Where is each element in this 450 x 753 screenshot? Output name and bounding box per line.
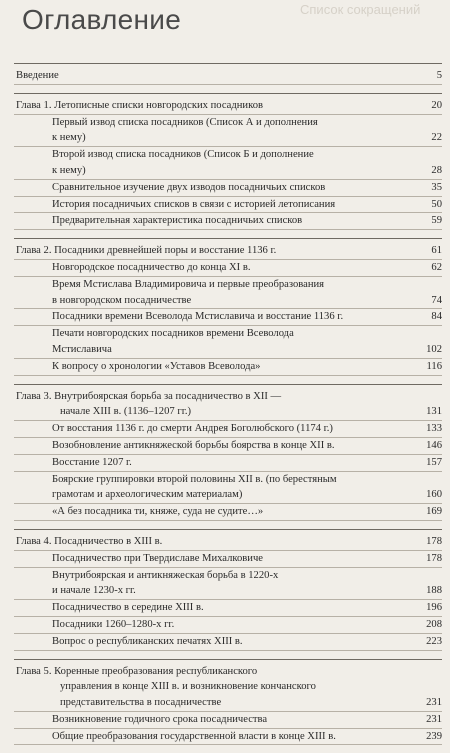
toc-entry-title: Сравнительное изучение двух изводов посадничьих списков (52, 181, 326, 193)
toc-subsection-line (14, 568, 442, 584)
toc-entry-title: Посадники 1260–1280-х гг. (52, 618, 175, 630)
page-title: Оглавление (22, 4, 182, 35)
toc-subsection-line (14, 438, 442, 455)
toc-page-number: 178 (426, 552, 442, 564)
toc-entry-title: управления в конце XIII в. и возникновение кончанского (60, 681, 316, 693)
toc-subsection-line (14, 180, 442, 197)
toc-chapter-line (14, 389, 442, 405)
bleed-through-text: Список сокращений (300, 2, 421, 17)
toc-page-number: 160 (426, 489, 442, 501)
toc-entry-title: к нему) (52, 164, 86, 176)
toc-entry-title: Глава 2. Посадники древнейшей поры и восстание 1136 г. (16, 245, 277, 257)
toc-chapter-line (14, 534, 442, 551)
toc-entry-title: Введение (16, 70, 59, 81)
toc-entry-title: Глава 1. Летописные списки новгородских посадников (16, 99, 263, 111)
toc-subsection-line (14, 504, 442, 521)
toc-subsection-line (14, 342, 442, 359)
toc-subsection-line (14, 213, 442, 230)
toc-entry-title: начале XIII в. (1136–1207 гг.) (60, 406, 192, 418)
toc-entry-title: Первый извод списка посадников (Список А и дополнения (52, 116, 318, 128)
toc-section (14, 63, 442, 85)
toc-subsection-line (14, 147, 442, 163)
toc-subsection-line (14, 729, 442, 746)
toc-entry-title: Возобновление антикняжеской борьбы боярства в конце XII в. (52, 439, 335, 451)
toc-entry-title: Вопрос о республиканских печатях XIII в. (52, 635, 243, 647)
toc-subsection-line (14, 421, 442, 438)
toc-chapter-line (14, 695, 442, 712)
toc-entry-title: к нему) (52, 132, 86, 144)
toc-page-number: 5 (436, 70, 442, 81)
toc-page-number: 116 (426, 360, 442, 372)
toc-page-number: 231 (426, 713, 442, 725)
toc-page-number: 74 (431, 294, 442, 306)
toc-subsection-line (14, 293, 442, 310)
toc-page-number: 61 (431, 245, 442, 257)
toc-subsection-line (14, 472, 442, 488)
toc-section (14, 238, 442, 375)
toc-page-number: 231 (426, 697, 442, 709)
toc-page-number: 59 (431, 215, 442, 227)
toc-page-number: 84 (431, 311, 442, 323)
toc-entry-title: грамотам и археологическим материалам) (52, 489, 243, 501)
toc-entry-title: Боярские группировки второй половины XII в. (по берестяным (52, 473, 337, 485)
toc-subsection-line (14, 600, 442, 617)
toc-subsection-line (14, 634, 442, 651)
toc-chapter-line (14, 404, 442, 421)
toc-entry-title: и начале 1230-х гг. (52, 585, 136, 597)
toc-entry-title: Глава 3. Внутрибоярская борьба за посадничество в XII — (16, 390, 282, 402)
toc-chapter-line (14, 679, 442, 695)
toc-entry-title: Время Мстислава Владимировича и первые преобразования (52, 278, 325, 290)
toc-entry-title: в новгородском посадничестве (52, 294, 192, 306)
toc-subsection-line (14, 712, 442, 729)
toc-subsection-line (14, 455, 442, 472)
toc-section (14, 529, 442, 651)
toc-chapter-line (14, 243, 442, 260)
toc-chapter-line (14, 98, 442, 115)
toc-page-number: 50 (431, 198, 442, 210)
toc-page-number: 146 (426, 439, 442, 451)
toc-page-number: 28 (431, 164, 442, 176)
toc-page-number: 133 (426, 423, 442, 435)
toc-entry-title: Внутрибоярская и антикняжеская борьба в 1220-х (52, 569, 279, 581)
toc-subsection-line (14, 359, 442, 376)
toc-entry-title: Глава 5. Коренные преобразования республиканского (16, 665, 258, 677)
toc-entry-title: От восстания 1136 г. до смерти Андрея Боголюбского (1174 г.) (52, 423, 333, 435)
toc-entry-title: История посадничьих списков в связи с историей летописания (52, 198, 336, 210)
toc-subsection-line (14, 551, 442, 568)
toc-page-number: 196 (426, 602, 442, 614)
toc-subsection-line (14, 130, 442, 147)
toc-page-number: 102 (426, 343, 442, 355)
toc-page-number: 169 (426, 506, 442, 518)
toc-entry-title: Возникновение годичного срока посадничества (52, 713, 268, 725)
toc-entry-title: «А без посадника ти, княже, суда не судите…» (52, 506, 264, 518)
toc-entry-title: Мстиславича (52, 343, 112, 355)
toc-subsection-line (14, 163, 442, 180)
toc-chapter-line (14, 68, 442, 85)
toc-page-number: 22 (431, 132, 442, 144)
toc-subsection-line (14, 583, 442, 600)
toc-chapter-line (14, 664, 442, 680)
toc-entry-title: Общие преобразования государственной власти в конце XIII в. (52, 730, 336, 742)
toc-subsection-line (14, 115, 442, 131)
toc-entry-title: Посадники времени Всеволода Мстиславича и восстание 1136 г. (52, 311, 344, 323)
toc-page-number: 157 (426, 456, 442, 468)
toc-entry-title: Второй извод списка посадников (Список Б и дополнение (52, 149, 314, 161)
toc-page-number: 208 (426, 618, 442, 630)
toc-page-number: 239 (426, 730, 442, 742)
toc-entry-title: Печати новгородских посадников времени Всеволода (52, 328, 294, 340)
toc-page-number: 178 (426, 535, 442, 547)
toc-subsection-line (14, 617, 442, 634)
toc-subsection-line (14, 277, 442, 293)
toc-entry-title: Новгородское посадничество до конца XI в. (52, 261, 251, 273)
toc-page-number: 62 (431, 261, 442, 273)
table-of-contents (14, 63, 442, 753)
toc-page-number: 188 (426, 585, 442, 597)
toc-entry-title: К вопросу о хронологии «Уставов Всеволода» (52, 360, 261, 372)
toc-subsection-line (14, 309, 442, 326)
toc-entry-title: Предварительная характеристика посадничьих списков (52, 215, 303, 227)
toc-section (14, 659, 442, 746)
toc-page-number: 35 (431, 181, 442, 193)
toc-subsection-line (14, 487, 442, 504)
toc-page-number: 223 (426, 635, 442, 647)
toc-subsection-line (14, 326, 442, 342)
toc-entry-title: представительства в посадничестве (60, 697, 222, 709)
toc-subsection-line (14, 260, 442, 277)
toc-entry-title: Посадничество в середине XIII в. (52, 602, 204, 614)
toc-entry-title: Глава 4. Посадничество в XIII в. (16, 535, 163, 547)
toc-entry-title: Восстание 1207 г. (52, 456, 132, 468)
toc-subsection-line (14, 197, 442, 214)
toc-entry-title: Посадничество при Твердиславе Михалковиче (52, 552, 263, 564)
toc-section (14, 93, 442, 230)
toc-page-number: 20 (431, 99, 442, 111)
toc-section (14, 384, 442, 521)
toc-page-number: 131 (426, 406, 442, 418)
